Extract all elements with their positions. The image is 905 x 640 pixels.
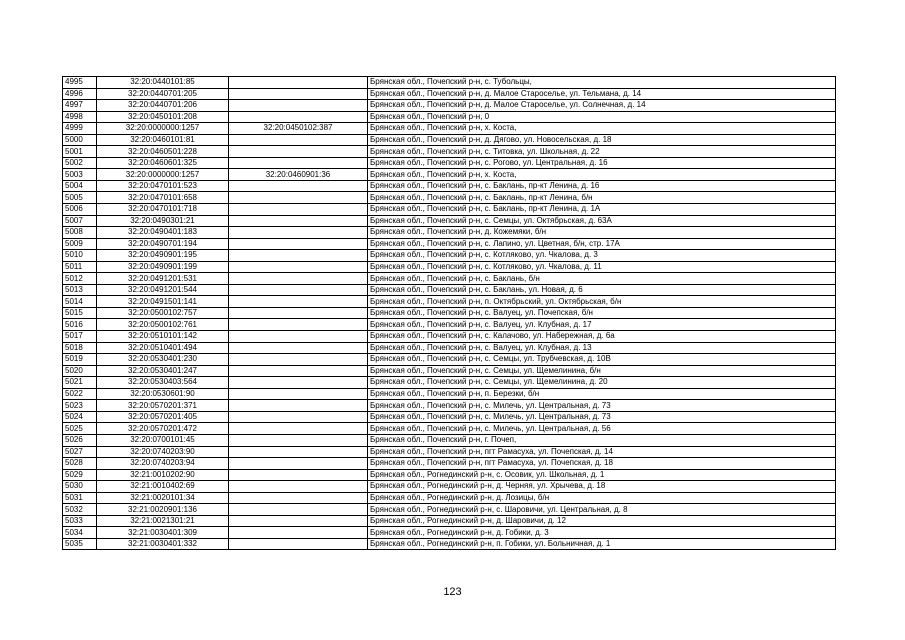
parent-cadastral-cell [229,296,368,308]
parent-cadastral-cell [229,180,368,192]
table-row [63,250,836,262]
table-row [63,88,836,100]
address-cell: Брянская обл., Почепский р-н, д. Малое Староселье, ул. Солнечная, д. 14 [368,100,836,112]
parent-cadastral-cell [229,88,368,100]
row-number-cell: 5031 [63,492,97,504]
parent-cadastral-cell [229,423,368,435]
address-cell: Брянская обл., Почепский р-н, с. Семцы, ул. Щемелинина, б/н [368,365,836,377]
address-cell: Брянская обл., Рогнединский р-н, д. Лозицы, б/н [368,492,836,504]
row-number-cell: 5033 [63,515,97,527]
address-cell: Брянская обл., Почепский р-н, х. Коста, [368,123,836,135]
cadastral-number-cell: 32:20:0470101:718 [97,204,229,216]
address-cell: Брянская обл., Почепский р-н, х. Коста, [368,169,836,181]
cadastral-number-cell: 32:20:0490701:194 [97,238,229,250]
address-cell: Брянская обл., Почепский р-н, пгт Рамасуха, ул. Почепская, д. 18 [368,458,836,470]
row-number-cell: 5012 [63,273,97,285]
table-row [63,481,836,493]
cadastral-number-cell: 32:20:0740203:90 [97,446,229,458]
row-number-cell: 5005 [63,192,97,204]
address-cell: Брянская обл., Рогнединский р-н, с. Осовик, ул. Школьная, д. 1 [368,469,836,481]
row-number-cell: 5022 [63,388,97,400]
address-cell: Брянская обл., Рогнединский р-н, с. Шаровичи, ул. Центральная, д. 8 [368,504,836,516]
parent-cadastral-cell [229,100,368,112]
row-number-cell: 5020 [63,365,97,377]
cadastral-number-cell: 32:20:0570201:472 [97,423,229,435]
property-table [62,76,836,550]
address-cell: Брянская обл., Почепский р-н, с. Милечь, ул. Центральная, д. 56 [368,423,836,435]
address-cell: Брянская обл., Почепский р-н, с. Семцы, ул. Октябрьская, д. 63А [368,215,836,227]
row-number-cell: 5004 [63,180,97,192]
parent-cadastral-cell [229,307,368,319]
table-row [63,469,836,481]
table-row [63,273,836,285]
parent-cadastral-cell [229,515,368,527]
cadastral-number-cell: 32:20:0470101:658 [97,192,229,204]
parent-cadastral-cell [229,538,368,550]
address-cell: Брянская обл., Почепский р-н, с. Баклань, пр-кт Ленина, б/н [368,192,836,204]
cadastral-number-cell: 32:20:0000000:1257 [97,169,229,181]
address-cell: Брянская обл., Почепский р-н, с. Милечь, ул. Центральная, д. 73 [368,411,836,423]
row-number-cell: 5002 [63,157,97,169]
parent-cadastral-cell [229,458,368,470]
cadastral-number-cell: 32:20:0530601:90 [97,388,229,400]
row-number-cell: 5008 [63,227,97,239]
row-number-cell: 5032 [63,504,97,516]
table-row [63,123,836,135]
row-number-cell: 5030 [63,481,97,493]
table-row [63,284,836,296]
table-body [63,77,836,550]
cadastral-number-cell: 32:20:0490901:199 [97,261,229,273]
address-cell: Брянская обл., Почепский р-н, пгт Рамасуха, ул. Почепская, д. 14 [368,446,836,458]
parent-cadastral-cell [229,204,368,216]
table-row [63,504,836,516]
parent-cadastral-cell [229,469,368,481]
row-number-cell: 5001 [63,146,97,158]
address-cell: Брянская обл., Почепский р-н, с. Милечь, ул. Центральная, д. 73 [368,400,836,412]
cadastral-number-cell: 32:21:0030401:309 [97,527,229,539]
parent-cadastral-cell [229,111,368,123]
row-number-cell: 4995 [63,77,97,89]
row-number-cell: 5018 [63,342,97,354]
address-cell: Брянская обл., Почепский р-н, с. Валуец, ул. Клубная, д. 17 [368,319,836,331]
table-row [63,527,836,539]
parent-cadastral-cell [229,192,368,204]
parent-cadastral-cell: 32:20:0450102:387 [229,123,368,135]
row-number-cell: 5011 [63,261,97,273]
cadastral-number-cell: 32:20:0490901:195 [97,250,229,262]
parent-cadastral-cell [229,434,368,446]
table-row [63,238,836,250]
cadastral-number-cell: 32:20:0440701:206 [97,100,229,112]
row-number-cell: 5028 [63,458,97,470]
cadastral-number-cell: 32:20:0460501:228 [97,146,229,158]
cadastral-number-cell: 32:20:0490401:183 [97,227,229,239]
cadastral-number-cell: 32:20:0500102:761 [97,319,229,331]
parent-cadastral-cell [229,273,368,285]
address-cell: Брянская обл., Почепский р-н, с. Калачово, ул. Набережная, д. 6а [368,331,836,343]
address-cell: Брянская обл., Почепский р-н, д. Дягово, ул. Новосельская, д. 18 [368,134,836,146]
table-row [63,423,836,435]
parent-cadastral-cell [229,146,368,158]
row-number-cell: 5021 [63,377,97,389]
address-cell: Брянская обл., Почепский р-н, с. Котляково, ул. Чкалова, д. 11 [368,261,836,273]
table-row [63,146,836,158]
parent-cadastral-cell [229,215,368,227]
row-number-cell: 5025 [63,423,97,435]
cadastral-number-cell: 32:20:0570201:405 [97,411,229,423]
table-row [63,227,836,239]
cadastral-number-cell: 32:20:0450101:208 [97,111,229,123]
table-row [63,331,836,343]
parent-cadastral-cell [229,238,368,250]
parent-cadastral-cell [229,77,368,89]
parent-cadastral-cell [229,446,368,458]
table-row [63,215,836,227]
parent-cadastral-cell [229,157,368,169]
address-cell: Брянская обл., Почепский р-н, с. Баклань, пр-кт Ленина, д. 16 [368,180,836,192]
row-number-cell: 5009 [63,238,97,250]
row-number-cell: 5016 [63,319,97,331]
parent-cadastral-cell: 32:20:0460901:36 [229,169,368,181]
cadastral-number-cell: 32:21:0020901:136 [97,504,229,516]
cadastral-number-cell: 32:20:0530403:564 [97,377,229,389]
cadastral-number-cell: 32:20:0460601:325 [97,157,229,169]
row-number-cell: 5015 [63,307,97,319]
table-row [63,411,836,423]
row-number-cell: 5003 [63,169,97,181]
parent-cadastral-cell [229,388,368,400]
row-number-cell: 5034 [63,527,97,539]
parent-cadastral-cell [229,527,368,539]
parent-cadastral-cell [229,227,368,239]
parent-cadastral-cell [229,492,368,504]
row-number-cell: 5013 [63,284,97,296]
cadastral-number-cell: 32:20:0440101:85 [97,77,229,89]
parent-cadastral-cell [229,284,368,296]
table-row [63,342,836,354]
address-cell: Брянская обл., Рогнединский р-н, п. Гобики, ул. Больничная, д. 1 [368,538,836,550]
row-number-cell: 4998 [63,111,97,123]
table-row [63,538,836,550]
address-cell: Брянская обл., Почепский р-н, п. Октябрьский, ул. Октябрьская, б/н [368,296,836,308]
address-cell: Брянская обл., Почепский р-н, с. Семцы, ул. Трубчевская, д. 10В [368,354,836,366]
row-number-cell: 4999 [63,123,97,135]
row-number-cell: 4996 [63,88,97,100]
address-cell: Брянская обл., Почепский р-н, с. Баклань, ул. Новая, д. 6 [368,284,836,296]
cadastral-number-cell: 32:21:0030401:332 [97,538,229,550]
row-number-cell: 5024 [63,411,97,423]
table-row [63,157,836,169]
cadastral-number-cell: 32:20:0700101:45 [97,434,229,446]
parent-cadastral-cell [229,319,368,331]
row-number-cell: 5019 [63,354,97,366]
cadastral-number-cell: 32:21:0020101:34 [97,492,229,504]
address-cell: Брянская обл., Почепский р-н, с. Баклань, пр-кт Ленина, д. 1А [368,204,836,216]
row-number-cell: 5000 [63,134,97,146]
cadastral-number-cell: 32:20:0491201:531 [97,273,229,285]
address-cell: Брянская обл., Почепский р-н, 0 [368,111,836,123]
table-row [63,100,836,112]
address-cell: Брянская обл., Почепский р-н, с. Котляково, ул. Чкалова, д. 3 [368,250,836,262]
row-number-cell: 5014 [63,296,97,308]
cadastral-number-cell: 32:21:0010402:69 [97,481,229,493]
address-cell: Брянская обл., Почепский р-н, д. Малое Староселье, ул. Тельмана, д. 14 [368,88,836,100]
cadastral-number-cell: 32:20:0491501:141 [97,296,229,308]
row-number-cell: 5029 [63,469,97,481]
address-cell: Брянская обл., Почепский р-н, с. Лапино, ул. Цветная, б/н, стр. 17А [368,238,836,250]
parent-cadastral-cell [229,504,368,516]
page-number: 123 [443,586,462,598]
cadastral-number-cell: 32:20:0500102:757 [97,307,229,319]
address-cell: Брянская обл., Рогнединский р-н, д. Гобики, д. 3 [368,527,836,539]
address-cell: Брянская обл., Почепский р-н, с. Валуец, ул. Почепская, б/н [368,307,836,319]
cadastral-number-cell: 32:20:0460101:81 [97,134,229,146]
table-row [63,296,836,308]
address-cell: Брянская обл., Почепский р-н, г. Почеп, [368,434,836,446]
parent-cadastral-cell [229,400,368,412]
row-number-cell: 4997 [63,100,97,112]
table-row [63,192,836,204]
table-row [63,307,836,319]
cadastral-number-cell: 32:20:0470101:523 [97,180,229,192]
cadastral-number-cell: 32:20:0491201:544 [97,284,229,296]
address-cell: Брянская обл., Почепский р-н, с. Баклань, б/н [368,273,836,285]
address-cell: Брянская обл., Почепский р-н, д. Кожемяки, б/н [368,227,836,239]
address-cell: Брянская обл., Почепский р-н, с. Семцы, ул. Щемелинина, д. 20 [368,377,836,389]
cadastral-number-cell: 32:21:0010202:90 [97,469,229,481]
table-row [63,446,836,458]
table-row [63,261,836,273]
cadastral-number-cell: 32:20:0440701:205 [97,88,229,100]
parent-cadastral-cell [229,365,368,377]
address-cell: Брянская обл., Почепский р-н, с. Титовка, ул. Школьная, д. 22 [368,146,836,158]
document-table-container [62,76,835,550]
parent-cadastral-cell [229,134,368,146]
table-row [63,458,836,470]
row-number-cell: 5023 [63,400,97,412]
table-row [63,400,836,412]
parent-cadastral-cell [229,331,368,343]
cadastral-number-cell: 32:21:0021301:21 [97,515,229,527]
row-number-cell: 5026 [63,434,97,446]
row-number-cell: 5007 [63,215,97,227]
address-cell: Брянская обл., Почепский р-н, с. Валуец, ул. Клубная, д. 13 [368,342,836,354]
address-cell: Брянская обл., Почепский р-н, п. Березки, б/н [368,388,836,400]
cadastral-number-cell: 32:20:0530401:247 [97,365,229,377]
cadastral-number-cell: 32:20:0530401:230 [97,354,229,366]
row-number-cell: 5017 [63,331,97,343]
table-row [63,354,836,366]
table-row [63,377,836,389]
table-row [63,515,836,527]
table-row [63,365,836,377]
table-row [63,434,836,446]
cadastral-number-cell: 32:20:0510101:142 [97,331,229,343]
parent-cadastral-cell [229,481,368,493]
address-cell: Брянская обл., Рогнединский р-н, д. Черняя, ул. Хрычева, д. 18 [368,481,836,493]
table-row [63,492,836,504]
row-number-cell: 5035 [63,538,97,550]
parent-cadastral-cell [229,377,368,389]
cadastral-number-cell: 32:20:0510401:494 [97,342,229,354]
table-row [63,319,836,331]
parent-cadastral-cell [229,342,368,354]
table-row [63,111,836,123]
cadastral-number-cell: 32:20:0570201:371 [97,400,229,412]
table-row [63,388,836,400]
parent-cadastral-cell [229,261,368,273]
table-row [63,134,836,146]
row-number-cell: 5027 [63,446,97,458]
row-number-cell: 5010 [63,250,97,262]
address-cell: Брянская обл., Почепский р-н, с. Тубольцы, [368,77,836,89]
cadastral-number-cell: 32:20:0000000:1257 [97,123,229,135]
parent-cadastral-cell [229,354,368,366]
parent-cadastral-cell [229,411,368,423]
table-row [63,77,836,89]
table-row [63,180,836,192]
address-cell: Брянская обл., Почепский р-н, с. Рогово, ул. Центральная, д. 16 [368,157,836,169]
table-row [63,169,836,181]
cadastral-number-cell: 32:20:0490301:21 [97,215,229,227]
parent-cadastral-cell [229,250,368,262]
address-cell: Брянская обл., Рогнединский р-н, д. Шаровичи, д. 12 [368,515,836,527]
table-row [63,204,836,216]
row-number-cell: 5006 [63,204,97,216]
cadastral-number-cell: 32:20:0740203:94 [97,458,229,470]
